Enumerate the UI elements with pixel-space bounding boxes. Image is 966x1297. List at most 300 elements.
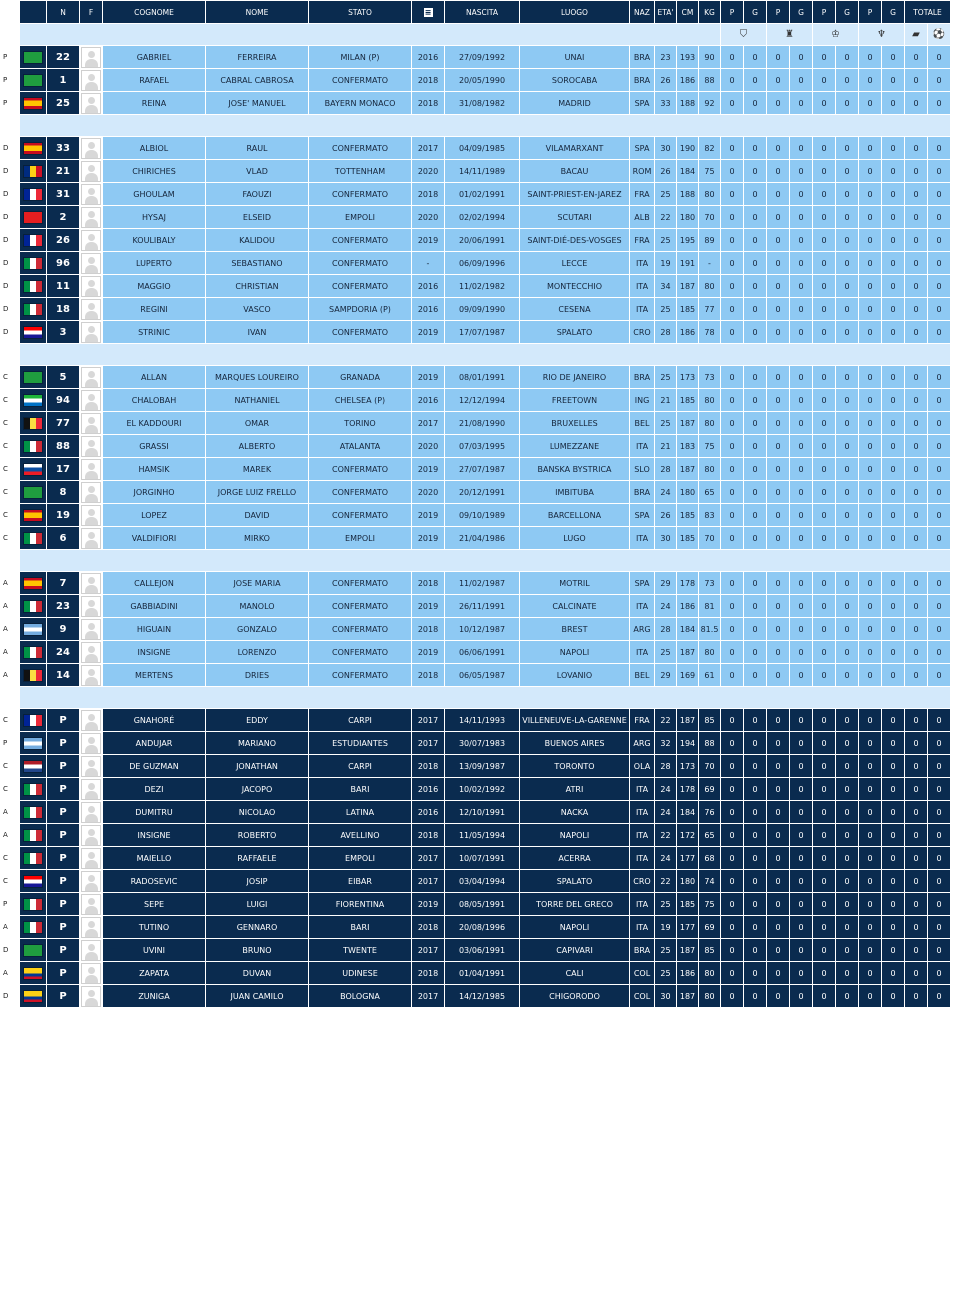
stat-value: 0	[905, 229, 927, 251]
stat-value: 0	[836, 732, 858, 754]
stat-value: 0	[905, 298, 927, 320]
player-nome: KALIDOU	[206, 229, 308, 251]
player-luogo: CHIGORODO	[520, 985, 629, 1007]
stat-value: 0	[928, 778, 950, 800]
photo-cell	[80, 160, 102, 182]
player-anno: 2018	[412, 69, 444, 91]
player-row[interactable]	[1, 985, 950, 1007]
player-anno: 2017	[412, 732, 444, 754]
player-row[interactable]	[1, 366, 950, 388]
player-cm: 178	[677, 572, 698, 594]
player-nascita: 31/08/1982	[445, 92, 519, 114]
stat-value: 0	[721, 893, 743, 915]
player-row[interactable]	[1, 527, 950, 549]
player-kg: 70	[699, 527, 720, 549]
player-nome: JOSE MARIA	[206, 572, 308, 594]
player-row[interactable]	[1, 962, 950, 984]
header-nome[interactable]: NOME	[206, 1, 308, 23]
player-cognome[interactable]: UVINI	[103, 939, 205, 961]
stat-value: 0	[928, 412, 950, 434]
stat-value: 0	[721, 847, 743, 869]
stat-value: 0	[744, 275, 766, 297]
stat-value: 0	[790, 527, 812, 549]
player-cognome[interactable]: RADOSEVIC	[103, 870, 205, 892]
stat-value: 0	[859, 527, 881, 549]
player-luogo: VILAMARXANT	[520, 137, 629, 159]
stat-value: 0	[790, 366, 812, 388]
stat-value: 0	[928, 870, 950, 892]
player-cognome[interactable]: GHOULAM	[103, 183, 205, 205]
flag-bra-icon	[24, 52, 42, 63]
flag-cell	[20, 183, 46, 205]
sort-icon[interactable]: ≡	[424, 7, 432, 17]
player-kg: 89	[699, 229, 720, 251]
stat-value: 0	[882, 801, 904, 823]
player-eta: 25	[655, 298, 676, 320]
player-cognome[interactable]: MERTENS	[103, 664, 205, 686]
player-cognome[interactable]: VALDIFIORI	[103, 527, 205, 549]
stat-value: 0	[882, 778, 904, 800]
stat-value: 0	[721, 595, 743, 617]
player-cognome[interactable]: GNAHORÉ	[103, 709, 205, 731]
player-row[interactable]	[1, 641, 950, 663]
stat-value: 0	[767, 962, 789, 984]
stat-value: 0	[767, 778, 789, 800]
player-cm: 186	[677, 595, 698, 617]
player-cm: 186	[677, 962, 698, 984]
player-number: 14	[47, 664, 79, 686]
player-luogo: ATRI	[520, 778, 629, 800]
photo-cell	[80, 412, 102, 434]
player-eta: 22	[655, 709, 676, 731]
player-stato: CARPI	[309, 709, 411, 731]
stat-value: 0	[721, 985, 743, 1007]
stat-value: 0	[767, 618, 789, 640]
header-stat-4: G	[790, 1, 812, 23]
player-cognome[interactable]: GABRIEL	[103, 46, 205, 68]
stat-value: 0	[928, 298, 950, 320]
player-row[interactable]	[1, 252, 950, 274]
player-row[interactable]	[1, 778, 950, 800]
stat-value: 0	[859, 641, 881, 663]
player-number: 21	[47, 160, 79, 182]
stat-value: 0	[882, 595, 904, 617]
player-kg: 65	[699, 824, 720, 846]
player-row[interactable]	[1, 206, 950, 228]
photo-cell	[80, 916, 102, 938]
stat-value: 0	[790, 985, 812, 1007]
player-naz: ROM	[630, 160, 654, 182]
player-stato: CONFERMATO	[309, 595, 411, 617]
stat-value: 0	[905, 709, 927, 731]
player-cognome[interactable]: GABBIADINI	[103, 595, 205, 617]
player-row[interactable]	[1, 595, 950, 617]
stat-value: 0	[721, 641, 743, 663]
stat-value: 0	[813, 183, 835, 205]
divider-band	[20, 550, 950, 571]
stat-value: 0	[790, 183, 812, 205]
player-stato: ESTUDIANTES	[309, 732, 411, 754]
flag-fra-icon	[24, 715, 42, 726]
avatar	[81, 917, 101, 938]
stat-value: 0	[813, 755, 835, 777]
stat-value: 0	[744, 92, 766, 114]
flag-cell	[20, 939, 46, 961]
player-cognome[interactable]: REINA	[103, 92, 205, 114]
player-row[interactable]	[1, 389, 950, 411]
player-stato: BARI	[309, 778, 411, 800]
player-row[interactable]	[1, 847, 950, 869]
stat-value: 0	[744, 664, 766, 686]
player-row[interactable]	[1, 939, 950, 961]
player-cm: 187	[677, 709, 698, 731]
player-anno: 2019	[412, 641, 444, 663]
stat-value: 0	[790, 916, 812, 938]
player-cognome[interactable]: SEPE	[103, 893, 205, 915]
stat-value: 0	[744, 69, 766, 91]
avatar	[81, 963, 101, 984]
player-nascita: 20/06/1991	[445, 229, 519, 251]
stat-value: 0	[836, 824, 858, 846]
header-sort[interactable]	[412, 1, 444, 23]
player-eta: 25	[655, 641, 676, 663]
player-number: P	[47, 778, 79, 800]
photo-cell	[80, 824, 102, 846]
player-number: P	[47, 801, 79, 823]
player-cognome[interactable]: DUMITRU	[103, 801, 205, 823]
player-cognome[interactable]: RAFAEL	[103, 69, 205, 91]
stat-value: 0	[744, 778, 766, 800]
header-totale: TOTALE	[905, 1, 950, 23]
flag-cell	[20, 755, 46, 777]
stat-value: 0	[767, 801, 789, 823]
stat-value: 0	[882, 412, 904, 434]
player-cm: 177	[677, 916, 698, 938]
stat-value: 0	[836, 893, 858, 915]
stat-value: 0	[836, 137, 858, 159]
player-stato: ATALANTA	[309, 435, 411, 457]
header-stat-8: G	[882, 1, 904, 23]
divider-blank	[1, 550, 19, 571]
player-row[interactable]	[1, 824, 950, 846]
player-cognome[interactable]: CHIRICHES	[103, 160, 205, 182]
player-anno: 2018	[412, 572, 444, 594]
stat-value: 0	[859, 298, 881, 320]
avatar	[81, 207, 101, 228]
stat-value: 0	[813, 252, 835, 274]
player-number: P	[47, 847, 79, 869]
stat-value: 0	[744, 504, 766, 526]
player-stato: CARPI	[309, 755, 411, 777]
stat-value: 0	[928, 435, 950, 457]
player-anno: 2019	[412, 366, 444, 388]
player-role: D	[1, 298, 19, 320]
avatar	[81, 528, 101, 549]
stat-value: 0	[790, 618, 812, 640]
player-cognome[interactable]: ANDUJAR	[103, 732, 205, 754]
stat-value: 0	[859, 504, 881, 526]
player-row[interactable]	[1, 664, 950, 686]
player-cognome[interactable]: HAMSIK	[103, 458, 205, 480]
player-role: A	[1, 618, 19, 640]
flag-col-icon	[24, 968, 42, 979]
stat-value: 0	[744, 206, 766, 228]
stat-value: 0	[813, 595, 835, 617]
player-row[interactable]	[1, 801, 950, 823]
player-luogo: CESENA	[520, 298, 629, 320]
header-cognome[interactable]: COGNOME	[103, 1, 205, 23]
stat-value: 0	[790, 458, 812, 480]
player-eta: 29	[655, 664, 676, 686]
stat-value: 0	[721, 206, 743, 228]
stat-value: 0	[882, 847, 904, 869]
player-cognome[interactable]: CALLEJON	[103, 572, 205, 594]
player-anno: 2019	[412, 458, 444, 480]
stat-value: 0	[721, 366, 743, 388]
player-cognome[interactable]: KOULIBALY	[103, 229, 205, 251]
stat-value: 0	[905, 824, 927, 846]
stat-value: 0	[882, 252, 904, 274]
stat-value: 0	[859, 137, 881, 159]
player-nascita: 27/07/1987	[445, 458, 519, 480]
player-row[interactable]	[1, 275, 950, 297]
player-row[interactable]	[1, 481, 950, 503]
player-row[interactable]	[1, 69, 950, 91]
player-stato: TOTTENHAM	[309, 160, 411, 182]
player-role: D	[1, 183, 19, 205]
player-row[interactable]	[1, 229, 950, 251]
player-row[interactable]	[1, 709, 950, 731]
player-row[interactable]	[1, 46, 950, 68]
player-row[interactable]	[1, 458, 950, 480]
stat-value: 0	[790, 595, 812, 617]
player-luogo: MOTRIL	[520, 572, 629, 594]
ball-icon: ⚽	[928, 24, 950, 45]
player-cognome[interactable]: DEZI	[103, 778, 205, 800]
player-role: C	[1, 847, 19, 869]
stat-value: 0	[813, 778, 835, 800]
flag-col-icon	[24, 991, 42, 1002]
player-row[interactable]	[1, 137, 950, 159]
stat-value: 0	[905, 92, 927, 114]
player-kg: 75	[699, 893, 720, 915]
player-row[interactable]	[1, 321, 950, 343]
player-number: P	[47, 732, 79, 754]
player-nome: JOSE' MANUEL	[206, 92, 308, 114]
player-nome: LUIGI	[206, 893, 308, 915]
stat-value: 0	[790, 275, 812, 297]
header-f: F	[80, 1, 102, 23]
header-eta: ETA'	[655, 1, 676, 23]
stat-value: 0	[721, 572, 743, 594]
photo-cell	[80, 778, 102, 800]
player-row[interactable]	[1, 504, 950, 526]
player-cognome[interactable]: MAGGIO	[103, 275, 205, 297]
player-row[interactable]	[1, 92, 950, 114]
player-naz: BEL	[630, 664, 654, 686]
player-stato: CONFERMATO	[309, 664, 411, 686]
stat-value: 0	[905, 137, 927, 159]
player-nascita: 20/05/1990	[445, 69, 519, 91]
sub-blank	[1, 24, 19, 45]
flag-cro-icon	[24, 327, 42, 338]
photo-cell	[80, 962, 102, 984]
flag-cell	[20, 801, 46, 823]
player-nome: ALBERTO	[206, 435, 308, 457]
player-cognome[interactable]: CHALOBAH	[103, 389, 205, 411]
flag-cro-icon	[24, 876, 42, 887]
player-row[interactable]	[1, 755, 950, 777]
stat-value: 0	[767, 481, 789, 503]
player-naz: SPA	[630, 137, 654, 159]
stat-value: 0	[905, 252, 927, 274]
stat-value: 0	[859, 389, 881, 411]
stat-value: 0	[836, 298, 858, 320]
stat-value: 0	[790, 847, 812, 869]
stat-value: 0	[928, 481, 950, 503]
player-number: 18	[47, 298, 79, 320]
stat-value: 0	[813, 206, 835, 228]
stat-value: 0	[721, 275, 743, 297]
player-nascita: 12/10/1991	[445, 801, 519, 823]
stat-value: 0	[882, 870, 904, 892]
player-cm: 191	[677, 252, 698, 274]
player-cognome[interactable]: ZUNIGA	[103, 985, 205, 1007]
player-role: C	[1, 412, 19, 434]
player-cognome[interactable]: JORGINHO	[103, 481, 205, 503]
stat-value: 0	[790, 481, 812, 503]
player-row[interactable]	[1, 732, 950, 754]
stat-value: 0	[836, 321, 858, 343]
stat-value: 0	[905, 69, 927, 91]
stat-value: 0	[744, 366, 766, 388]
player-row[interactable]	[1, 160, 950, 182]
stat-value: 0	[928, 595, 950, 617]
player-cognome[interactable]: ALLAN	[103, 366, 205, 388]
player-cognome[interactable]: EL KADDOURI	[103, 412, 205, 434]
stat-value: 0	[882, 893, 904, 915]
flag-cell	[20, 206, 46, 228]
player-number: P	[47, 985, 79, 1007]
stat-value: 0	[882, 458, 904, 480]
player-naz: BRA	[630, 481, 654, 503]
player-cognome[interactable]: DE GUZMAN	[103, 755, 205, 777]
stat-value: 0	[721, 321, 743, 343]
stat-value: 0	[836, 206, 858, 228]
stat-value: 0	[928, 664, 950, 686]
avatar	[81, 459, 101, 480]
player-number: 25	[47, 92, 79, 114]
player-number: 11	[47, 275, 79, 297]
flag-cell	[20, 916, 46, 938]
stat-value: 0	[836, 527, 858, 549]
stat-value: 0	[859, 709, 881, 731]
player-nome: MARQUES LOUREIRO	[206, 366, 308, 388]
player-cognome[interactable]: MAIELLO	[103, 847, 205, 869]
player-naz: ING	[630, 389, 654, 411]
flag-cell	[20, 778, 46, 800]
header-luogo: LUOGO	[520, 1, 629, 23]
player-row[interactable]	[1, 893, 950, 915]
stat-value: 0	[859, 778, 881, 800]
player-cognome[interactable]: GRASSI	[103, 435, 205, 457]
player-luogo: ACERRA	[520, 847, 629, 869]
player-nascita: 06/09/1996	[445, 252, 519, 274]
player-nome: FAOUZI	[206, 183, 308, 205]
stat-value: 0	[928, 183, 950, 205]
flag-fra-icon	[24, 189, 42, 200]
stat-value: 0	[767, 870, 789, 892]
stat-value: 0	[813, 664, 835, 686]
flag-ing-icon	[24, 395, 42, 406]
player-cognome[interactable]: INSIGNE	[103, 641, 205, 663]
stat-value: 0	[767, 527, 789, 549]
stat-value: 0	[813, 160, 835, 182]
player-kg: 70	[699, 755, 720, 777]
player-cognome[interactable]: TUTINO	[103, 916, 205, 938]
player-role: C	[1, 709, 19, 731]
player-row[interactable]	[1, 298, 950, 320]
player-row[interactable]	[1, 412, 950, 434]
flag-bra-icon	[24, 487, 42, 498]
stat-value: 0	[836, 389, 858, 411]
player-cognome[interactable]: ZAPATA	[103, 962, 205, 984]
photo-cell	[80, 298, 102, 320]
player-cognome[interactable]: HIGUAIN	[103, 618, 205, 640]
stat-value: 0	[882, 435, 904, 457]
player-naz: ITA	[630, 847, 654, 869]
player-number: P	[47, 755, 79, 777]
stat-value: 0	[721, 69, 743, 91]
stat-value: 0	[790, 893, 812, 915]
player-cognome[interactable]: STRINIC	[103, 321, 205, 343]
player-eta: 25	[655, 412, 676, 434]
player-role: C	[1, 458, 19, 480]
stat-value: 0	[928, 229, 950, 251]
section-divider	[1, 115, 950, 136]
player-row[interactable]	[1, 618, 950, 640]
player-row[interactable]	[1, 916, 950, 938]
stat-value: 0	[721, 962, 743, 984]
player-nascita: 09/10/1989	[445, 504, 519, 526]
player-cognome[interactable]: ALBIOL	[103, 137, 205, 159]
player-anno: 2018	[412, 664, 444, 686]
serie-a-shield-icon: ⛉	[721, 24, 766, 45]
player-naz: ITA	[630, 252, 654, 274]
stat-value: 0	[813, 481, 835, 503]
player-kg: 88	[699, 732, 720, 754]
player-row[interactable]	[1, 870, 950, 892]
player-naz: ARG	[630, 732, 654, 754]
player-stato: AVELLINO	[309, 824, 411, 846]
player-cognome[interactable]: REGINI	[103, 298, 205, 320]
player-cognome[interactable]: HYSAJ	[103, 206, 205, 228]
stat-value: 0	[859, 664, 881, 686]
player-cognome[interactable]: INSIGNE	[103, 824, 205, 846]
player-kg: 81	[699, 595, 720, 617]
player-row[interactable]	[1, 183, 950, 205]
stat-value: 0	[859, 206, 881, 228]
player-cognome[interactable]: LOPEZ	[103, 504, 205, 526]
player-row[interactable]	[1, 572, 950, 594]
player-cognome[interactable]: LUPERTO	[103, 252, 205, 274]
player-nascita: 01/02/1991	[445, 183, 519, 205]
player-row[interactable]	[1, 435, 950, 457]
stat-value: 0	[882, 69, 904, 91]
stat-value: 0	[721, 137, 743, 159]
stat-value: 0	[836, 709, 858, 731]
player-stato: CONFERMATO	[309, 252, 411, 274]
